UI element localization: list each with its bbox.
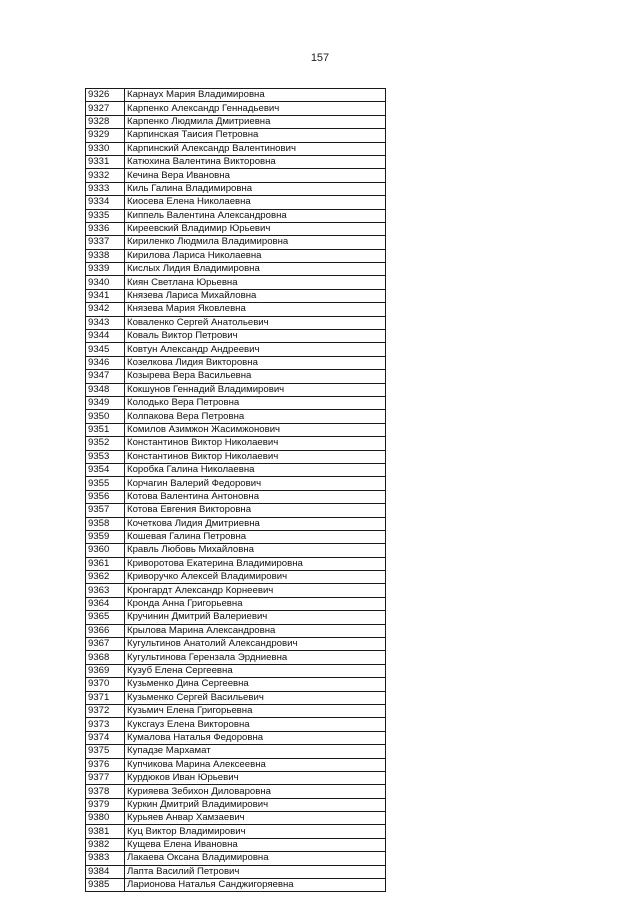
table-row (86, 236, 386, 249)
person-name: Куц Виктор Владимирович (125, 825, 386, 838)
person-name: Кирилова Лариса Николаевна (125, 249, 386, 262)
row-number: 9363 (86, 584, 125, 597)
table-row (86, 611, 386, 624)
person-name: Киль Галина Владимировна (125, 182, 386, 195)
row-number: 9348 (86, 383, 125, 396)
table-row (86, 638, 386, 651)
table-row (86, 664, 386, 677)
row-number: 9357 (86, 504, 125, 517)
table-row (86, 584, 386, 597)
row-number: 9360 (86, 544, 125, 557)
person-name: Комилов Азимжон Жасимжонович (125, 423, 386, 436)
table-row (86, 785, 386, 798)
table-row (86, 330, 386, 343)
table-row (86, 463, 386, 476)
row-number: 9349 (86, 396, 125, 409)
person-name: Кумалова Наталья Федоровна (125, 731, 386, 744)
row-number: 9376 (86, 758, 125, 771)
row-number: 9374 (86, 731, 125, 744)
person-name: Кечина Вера Ивановна (125, 169, 386, 182)
table-row (86, 316, 386, 329)
row-number: 9362 (86, 571, 125, 584)
row-number: 9377 (86, 771, 125, 784)
row-number: 9333 (86, 182, 125, 195)
row-number: 9369 (86, 664, 125, 677)
row-number: 9383 (86, 852, 125, 865)
person-name: Курияева Зебихон Диловаровна (125, 785, 386, 798)
table-row (86, 276, 386, 289)
person-name: Кузьменко Дина Сергеевна (125, 678, 386, 691)
page-number: 157 (310, 52, 330, 64)
person-name: Киян Светлана Юрьевна (125, 276, 386, 289)
person-name: Козелкова Лидия Викторовна (125, 356, 386, 369)
person-name: Лапта Василий Петрович (125, 865, 386, 878)
row-number: 9379 (86, 798, 125, 811)
row-number: 9372 (86, 704, 125, 717)
table-row (86, 356, 386, 369)
table-row (86, 383, 386, 396)
table-row (86, 303, 386, 316)
table-row (86, 249, 386, 262)
table-row (86, 571, 386, 584)
table-row (86, 825, 386, 838)
table-row (86, 490, 386, 503)
person-name: Куркин Дмитрий Владимирович (125, 798, 386, 811)
person-name: Кущева Елена Ивановна (125, 838, 386, 851)
row-number: 9332 (86, 169, 125, 182)
row-number: 9354 (86, 463, 125, 476)
table-row (86, 115, 386, 128)
table-row (86, 651, 386, 664)
row-number: 9367 (86, 638, 125, 651)
table-row (86, 196, 386, 209)
row-number: 9355 (86, 477, 125, 490)
person-name: Колпакова Вера Петровна (125, 410, 386, 423)
person-name: Коробка Галина Николаевна (125, 463, 386, 476)
table-row (86, 879, 386, 892)
row-number: 9359 (86, 530, 125, 543)
table-row (86, 155, 386, 168)
table-row (86, 222, 386, 235)
table-body (86, 89, 386, 892)
row-number: 9334 (86, 196, 125, 209)
person-name: Котова Валентина Антоновна (125, 490, 386, 503)
person-name: Константинов Виктор Николаевич (125, 437, 386, 450)
row-number: 9361 (86, 557, 125, 570)
row-number: 9335 (86, 209, 125, 222)
table-row (86, 731, 386, 744)
row-number: 9328 (86, 115, 125, 128)
row-number: 9351 (86, 423, 125, 436)
person-name: Криворучко Алексей Владимирович (125, 571, 386, 584)
row-number: 9347 (86, 370, 125, 383)
table-row (86, 343, 386, 356)
person-name: Князева Лариса Михайловна (125, 289, 386, 302)
row-number: 9340 (86, 276, 125, 289)
row-number: 9338 (86, 249, 125, 262)
person-name: Корчагин Валерий Федорович (125, 477, 386, 490)
row-number: 9370 (86, 678, 125, 691)
row-number: 9375 (86, 745, 125, 758)
table-row (86, 745, 386, 758)
table-row (86, 530, 386, 543)
table-row (86, 450, 386, 463)
person-name: Курдюков Иван Юрьевич (125, 771, 386, 784)
person-name: Кронда Анна Григорьевна (125, 597, 386, 610)
table-row (86, 865, 386, 878)
row-number: 9331 (86, 155, 125, 168)
table-row (86, 704, 386, 717)
row-number: 9366 (86, 624, 125, 637)
row-number: 9329 (86, 129, 125, 142)
row-number: 9350 (86, 410, 125, 423)
person-name: Кислых Лидия Владимировна (125, 263, 386, 276)
table-row (86, 691, 386, 704)
table-row (86, 718, 386, 731)
row-number: 9373 (86, 718, 125, 731)
table-row (86, 423, 386, 436)
table-row (86, 838, 386, 851)
row-number: 9341 (86, 289, 125, 302)
table-row (86, 396, 386, 409)
person-name: Кошевая Галина Петровна (125, 530, 386, 543)
table-row (86, 798, 386, 811)
person-name: Кугультинов Анатолий Александрович (125, 638, 386, 651)
person-name: Коваленко Сергей Анатольевич (125, 316, 386, 329)
row-number: 9380 (86, 812, 125, 825)
person-name: Кронгардт Александр Корнеевич (125, 584, 386, 597)
table-row (86, 597, 386, 610)
table-row (86, 852, 386, 865)
table-row (86, 504, 386, 517)
row-number: 9336 (86, 222, 125, 235)
table-row (86, 758, 386, 771)
person-name: Кузуб Елена Сергеевна (125, 664, 386, 677)
person-name: Коваль Виктор Петрович (125, 330, 386, 343)
table-row (86, 129, 386, 142)
table-row (86, 624, 386, 637)
row-number: 9326 (86, 89, 125, 102)
person-name: Ларионова Наталья Санджигоряевна (125, 879, 386, 892)
row-number: 9346 (86, 356, 125, 369)
table-row (86, 410, 386, 423)
person-name: Кириленко Людмила Владимировна (125, 236, 386, 249)
person-name: Кузьменко Сергей Васильевич (125, 691, 386, 704)
row-number: 9345 (86, 343, 125, 356)
row-number: 9342 (86, 303, 125, 316)
row-number: 9344 (86, 330, 125, 343)
person-name: Купадзе Мархамат (125, 745, 386, 758)
row-number: 9327 (86, 102, 125, 115)
person-name: Константинов Виктор Николаевич (125, 450, 386, 463)
table-row (86, 169, 386, 182)
table-row (86, 771, 386, 784)
person-name: Лакаева Оксана Владимировна (125, 852, 386, 865)
row-number: 9353 (86, 450, 125, 463)
table-row (86, 544, 386, 557)
row-number: 9378 (86, 785, 125, 798)
table-row (86, 678, 386, 691)
person-name: Купчикова Марина Алексеевна (125, 758, 386, 771)
person-name: Карнаух Мария Владимировна (125, 89, 386, 102)
row-number: 9364 (86, 597, 125, 610)
table-row (86, 289, 386, 302)
person-name: Котова Евгения Викторовна (125, 504, 386, 517)
person-name: Кугультинова Герензала Эрдниевна (125, 651, 386, 664)
person-name: Кузьмич Елена Григорьевна (125, 704, 386, 717)
row-number: 9356 (86, 490, 125, 503)
table-row (86, 142, 386, 155)
person-name: Кравль Любовь Михайловна (125, 544, 386, 557)
row-number: 9343 (86, 316, 125, 329)
row-number: 9371 (86, 691, 125, 704)
row-number: 9384 (86, 865, 125, 878)
person-name: Крылова Марина Александровна (125, 624, 386, 637)
person-name: Криворотова Екатерина Владимировна (125, 557, 386, 570)
person-name: Киосева Елена Николаевна (125, 196, 386, 209)
person-name: Козырева Вера Васильевна (125, 370, 386, 383)
row-number: 9358 (86, 517, 125, 530)
person-name: Катюхина Валентина Викторовна (125, 155, 386, 168)
table-row (86, 182, 386, 195)
table-row (86, 370, 386, 383)
person-name: Киппель Валентина Александровна (125, 209, 386, 222)
table-row (86, 437, 386, 450)
row-number: 9385 (86, 879, 125, 892)
table-row (86, 209, 386, 222)
person-name: Карпинский Александр Валентинович (125, 142, 386, 155)
table-row (86, 477, 386, 490)
person-name: Карпинская Таисия Петровна (125, 129, 386, 142)
person-name: Князева Мария Яковлевна (125, 303, 386, 316)
row-number: 9339 (86, 263, 125, 276)
person-name: Карпенко Александр Геннадьевич (125, 102, 386, 115)
person-name: Колодько Вера Петровна (125, 396, 386, 409)
person-name: Куксгауз Елена Викторовна (125, 718, 386, 731)
names-table (85, 88, 386, 892)
row-number: 9365 (86, 611, 125, 624)
row-number: 9337 (86, 236, 125, 249)
row-number: 9381 (86, 825, 125, 838)
table-row (86, 102, 386, 115)
table-row (86, 89, 386, 102)
person-name: Кручинин Дмитрий Валериевич (125, 611, 386, 624)
person-name: Ковтун Александр Андреевич (125, 343, 386, 356)
table-row (86, 557, 386, 570)
table-row (86, 263, 386, 276)
person-name: Карпенко Людмила Дмитриевна (125, 115, 386, 128)
row-number: 9382 (86, 838, 125, 851)
person-name: Курьяев Анвар Хамзаевич (125, 812, 386, 825)
person-name: Киреевский Владимир Юрьевич (125, 222, 386, 235)
person-name: Кокшунов Геннадий Владимирович (125, 383, 386, 396)
row-number: 9352 (86, 437, 125, 450)
row-number: 9368 (86, 651, 125, 664)
row-number: 9330 (86, 142, 125, 155)
table-row (86, 812, 386, 825)
table-row (86, 517, 386, 530)
person-name: Кочеткова Лидия Дмитриевна (125, 517, 386, 530)
